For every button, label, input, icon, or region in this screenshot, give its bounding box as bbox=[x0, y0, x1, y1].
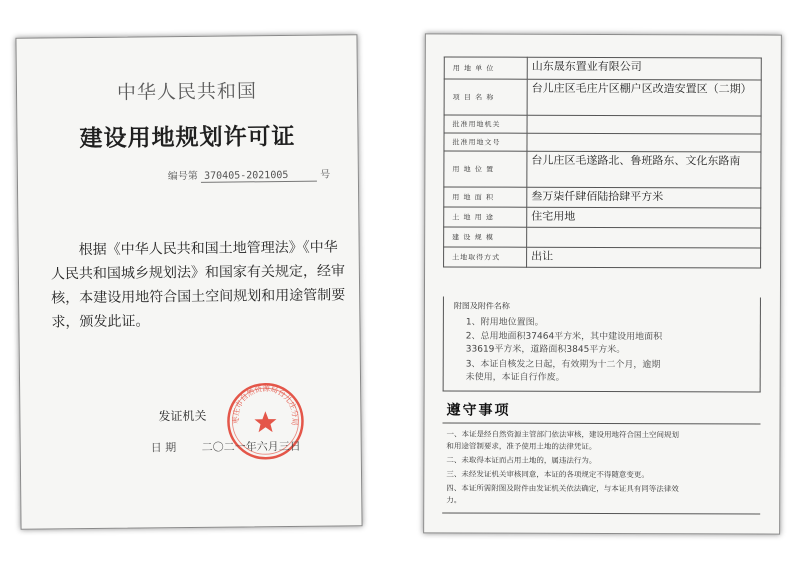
attachment-line: 3、本证自核发之日起，有效期为十二个月，逾期 bbox=[465, 359, 661, 371]
info-row bbox=[444, 227, 761, 248]
info-row bbox=[444, 187, 761, 208]
info-row bbox=[444, 207, 761, 228]
note-line: 二、未取得本证而占用土地的，属违法行为。 bbox=[446, 455, 597, 465]
certificate-detail-page bbox=[423, 33, 782, 534]
attachments-box bbox=[443, 296, 761, 392]
info-key: 建 设 规 模 bbox=[444, 227, 527, 247]
notes-title: 遵守事项 bbox=[446, 402, 511, 419]
number-suffix: 号 bbox=[320, 169, 331, 181]
info-row bbox=[444, 133, 761, 152]
attachment-line: 1、附用地位置图。 bbox=[465, 317, 544, 328]
info-key: 批准用地机关 bbox=[444, 115, 527, 133]
info-row bbox=[444, 57, 761, 80]
info-key: 批准用地文号 bbox=[444, 133, 527, 151]
info-row bbox=[444, 151, 761, 188]
info-value: 叁万柒仟肆佰陆拾肆平方米 bbox=[527, 187, 761, 208]
info-value: 出让 bbox=[527, 247, 761, 268]
attachment-line: 33619平方米，道路面积3845平方米。 bbox=[465, 344, 626, 356]
attachment-line: 未使用，本证自行作废。 bbox=[465, 372, 565, 383]
info-key: 项 目 名 称 bbox=[444, 79, 527, 115]
attachments-title: 附图及附件名称 bbox=[453, 301, 510, 311]
date-label: 日 期 bbox=[150, 441, 177, 455]
info-value: 台儿庄区毛遂路北、鲁班路东、文化东路南 bbox=[527, 151, 761, 188]
date-value: 二〇二一年六月三日 bbox=[201, 440, 301, 454]
info-value: 台儿庄区毛庄片区棚户区改造安置区（二期） bbox=[527, 79, 761, 116]
info-value: 山东晟东置业有限公司 bbox=[527, 57, 761, 80]
certificate-cover-page bbox=[15, 34, 362, 530]
info-key: 土地取得方式 bbox=[444, 247, 527, 267]
info-row bbox=[444, 79, 761, 116]
info-key: 用 地 单 位 bbox=[444, 57, 527, 79]
land-info-table bbox=[443, 56, 762, 268]
certificate-number: 370405-2021005 bbox=[201, 170, 317, 183]
certificate-number-row bbox=[168, 166, 331, 184]
notes-divider bbox=[443, 422, 761, 424]
info-value: 住宅用地 bbox=[527, 207, 761, 228]
attachment-line: 2、总用地面积37464平方米，其中建设用地面积 bbox=[465, 331, 663, 343]
info-row bbox=[444, 115, 761, 134]
certificate-title: 建设用地规划许可证 bbox=[79, 123, 296, 153]
info-value bbox=[527, 227, 761, 248]
info-key: 用 地 面 积 bbox=[444, 187, 527, 207]
note-line: 和用途管制要求，准予使用土地的法律凭证。 bbox=[446, 441, 597, 451]
issue-date-row bbox=[151, 438, 301, 456]
info-key: 土 地 用 途 bbox=[444, 207, 527, 227]
issuer-label: 发证机关 bbox=[158, 408, 207, 424]
country-heading: 中华人民共和国 bbox=[116, 80, 258, 104]
certificate-body-text: 根据《中华人民共和国土地管理法》《中华人民共和国城乡规划法》和国家有关规定，经审核，本建设用地符合国土空间规划和用途管制要求，颁发此证。 bbox=[50, 239, 346, 331]
note-line: 力。 bbox=[446, 495, 462, 505]
note-line: 一、本证是经自然资源主管部门依法审核，建设用地符合国土空间规划 bbox=[446, 429, 679, 440]
seal-text: 枣庄市自然资源局台儿庄分局 bbox=[231, 383, 300, 427]
info-key: 用 地 位 置 bbox=[444, 151, 527, 187]
note-line: 四、本证所需附图及附件由发证机关依法确定，与本证具有同等法律效 bbox=[446, 483, 679, 494]
info-value bbox=[527, 133, 761, 152]
info-value bbox=[527, 115, 761, 134]
note-line: 三、未经发证机关审核同意，本证的各项规定不得随意变更。 bbox=[446, 469, 649, 480]
notes-bottom-rule bbox=[442, 512, 760, 514]
info-row bbox=[444, 247, 761, 268]
number-prefix: 编号第 bbox=[167, 170, 198, 183]
